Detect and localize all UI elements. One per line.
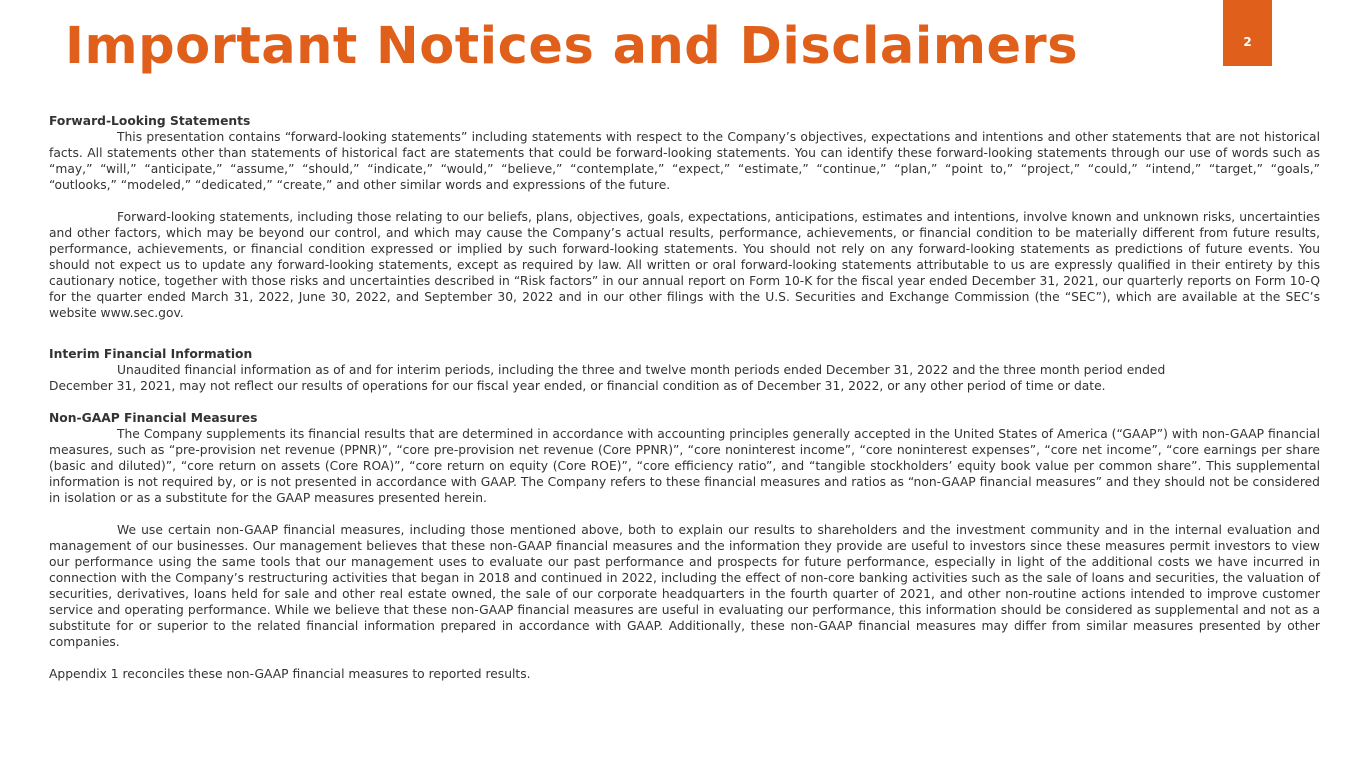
interim-section — [49, 346, 1320, 394]
forward-looking-paragraph-1: This presentation contains “forward-looking statements” including statements with respect to the Company’s objectives, expectations and intentions and other statements that are not historical facts. All statements other than statements of historical fact are statements that could be forward-looking statements. You can identify these forward-looking statements through our use of words such as “may,” “will,” “anticipate,” “assume,” “should,” “indicate,” “would,” “believe,” “contemplate,” “expect,” “estimate,” “continue,” “plan,” “point to,” “project,” “could,” “intend,” “target,” “goals,” “outlooks,” “modeled,” “dedicated,” “create,” and other similar words and expressions of the future. — [49, 130, 1320, 192]
non-gaap-section — [49, 410, 1320, 682]
forward-looking-heading: Forward-Looking Statements — [49, 114, 251, 128]
interim-heading: Interim Financial Information — [49, 347, 253, 361]
page-title: Important Notices and Disclaimers — [65, 17, 1079, 76]
forward-looking-paragraph-2: Forward-looking statements, including those relating to our beliefs, plans, objectives, goals, expectations, anticipations, estimates and intentions, involve known and unknown risks, uncertainties and other factors, which may be beyond our control, and which may cause the Company’s actual results, performance, achievements, or financial condition to be materially different from future results, performance, achievements, or financial condition expressed or implied by such forward-looking statements. You should not rely on any forward-looking statements as predictions of future events. You should not expect us to update any forward-looking statements, except as required by law. All written or oral forward-looking statements attributable to us are expressly qualified in their entirety by this cautionary notice, together with those risks and uncertainties described in “Risk factors” in our annual report on Form 10-K for the fiscal year ended December 31, 2021, our quarterly reports on Form 10-Q for the quarter ended March 31, 2022, June 30, 2022, and September 30, 2022 and in our other filings with the U.S. Securities and Exchange Commission (the “SEC”), which are available at the SEC’s website www.sec.gov. — [49, 210, 1320, 320]
paragraph-spacer — [49, 506, 1320, 522]
section-spacer — [49, 394, 1320, 410]
section-spacer — [49, 321, 1320, 346]
interim-line-1: Unaudited financial information as of and for interim periods, including the three and twelve month periods ended December 31, 2022 and the three month period ended — [117, 363, 1166, 377]
forward-looking-section — [49, 113, 1320, 321]
interim-line-2: December 31, 2021, may not reflect our results of operations for our fiscal year ended, or financial condition as of December 31, 2022, or any other period of time or date. — [49, 379, 1106, 393]
non-gaap-paragraph-1: The Company supplements its financial results that are determined in accordance with accounting principles generally accepted in the United States of America (“GAAP”) with non-GAAP financial measures, such as “pre-provision net revenue (PPNR)”, “core pre-provision net revenue (Core PPNR)”, “core noninterest income”, “core noninterest expenses”, “core net income”, “core earnings per share (basic and diluted)”, “core return on assets (Core ROA)”, “core return on equity (Core ROE)”, “core efficiency ratio”, and “tangible stockholders’ equity book value per common share”. This supplemental information is not required by, or is not presented in accordance with GAAP. The Company refers to these financial measures and ratios as “non-GAAP financial measures” and they should not be considered in isolation or as a substitute for the GAAP measures presented herein. — [49, 427, 1320, 505]
paragraph-spacer — [49, 193, 1320, 209]
page-number-badge: 2 — [1223, 0, 1272, 66]
non-gaap-paragraph-2: We use certain non-GAAP financial measures, including those mentioned above, both to explain our results to shareholders and the investment community and in the internal evaluation and management of our businesses. Our management believes that these non-GAAP financial measures and the information they provide are useful to investors since these measures permit investors to view our performance using the same tools that our management uses to evaluate our past performance and prospects for future performance, especially in light of the additional costs we have incurred in connection with the Company’s restructuring activities that began in 2018 and continued in 2022, including the effect of non-core banking activities such as the sale of loans and securities, the valuation of securities, derivatives, loans held for sale and other real estate owned, the sale of our corporate headquarters in the fourth quarter of 2021, and other non-routine actions intended to improve customer service and operating performance. While we believe that these non-GAAP financial measures are useful in evaluating our performance, this information should be considered as supplemental and not as a substitute for or superior to the related financial information prepared in accordance with GAAP. Additionally, these non-GAAP financial measures may differ from similar measures presented by other companies. — [49, 523, 1320, 649]
appendix-note: Appendix 1 reconciles these non-GAAP financial measures to reported results. — [49, 667, 531, 681]
paragraph-spacer — [49, 650, 1320, 666]
disclaimer-body — [49, 113, 1320, 682]
non-gaap-heading: Non-GAAP Financial Measures — [49, 411, 258, 425]
